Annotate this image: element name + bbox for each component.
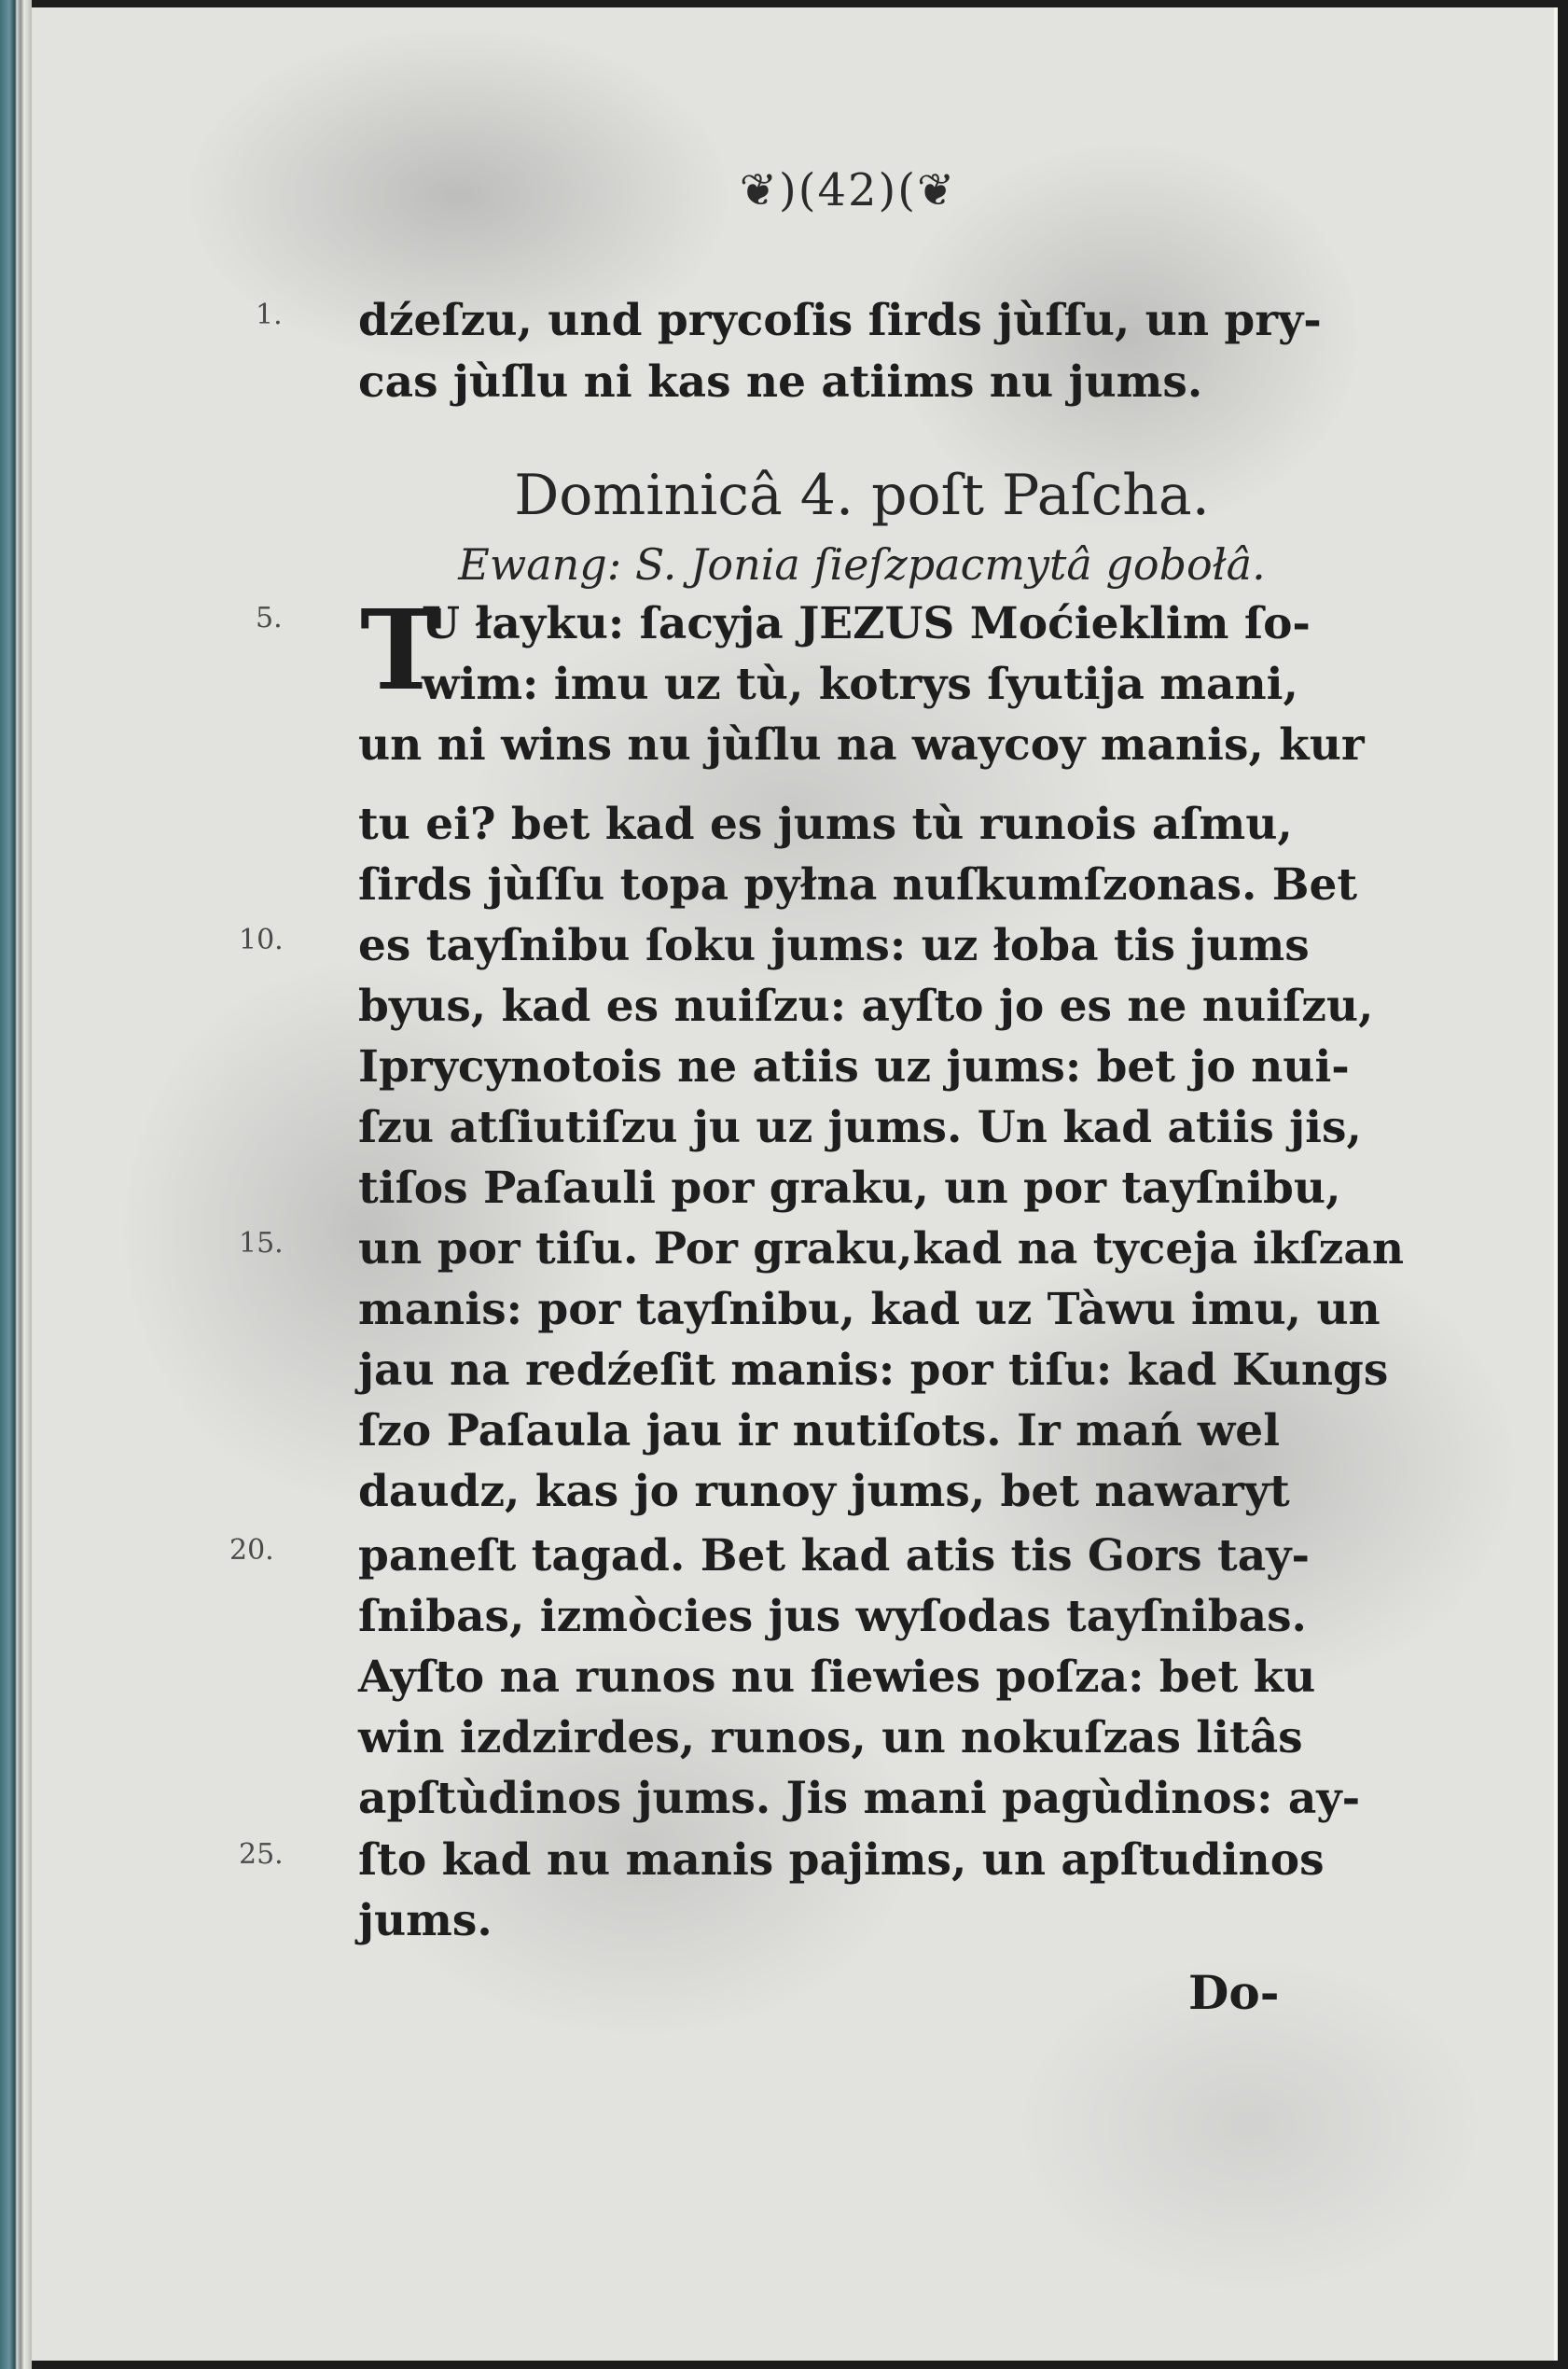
text-line: un ni wins nu jùſlu na waycoy manis, kur [358,719,1365,771]
text-line: manis: por tayſnibu, kad uz Tàwu imu, un [358,1284,1381,1335]
line-number: 10. [239,924,284,956]
section-subheading: Ewang: S. Jonia ſieſzpacmytâ gobołâ. [458,539,1266,590]
text-line: tu ei? bet kad es jums tù runois aſmu, [358,799,1293,850]
text-line: ſnibas, izmòcies jus wyſodas tayſnibas. [358,1591,1307,1642]
line-number: 20. [229,1534,274,1567]
text-line: byus, kad es nuiſzu: ayſto jo es ne nuiſzu, [358,981,1374,1032]
drop-cap: T [360,585,442,715]
text-line: un por tiſu. Por graku,kad na tyceja ikſzan [358,1223,1405,1275]
text-line: paneſt tagad. Bet kad atis tis Gors tay- [358,1530,1310,1582]
book-page [32,7,1558,2361]
line-number: 25. [239,1838,284,1871]
text-line: ſzo Paſaula jau ir nutiſots. Ir mań wel [358,1405,1281,1456]
text-line: Iprycynotois ne atiis uz jums: bet jo nui- [358,1041,1350,1093]
text-line: tiſos Paſauli por graku, un por tayſnibu, [358,1163,1341,1214]
text-line: cas jùſlu ni kas ne atiims nu jums. [358,356,1203,408]
text-line: U łayku: ſacyja JEZUS Moćieklim ſo- [422,598,1311,649]
text-line: apſtùdinos jums. Jis mani pagùdinos: ay- [358,1773,1361,1824]
line-number: 1. [256,299,283,331]
text-line: win izdzirdes, runos, un nokuſzas litâs [358,1712,1303,1763]
text-line: ſirds jùſſu topa pyłna nuſkumſzonas. Bet [358,859,1358,911]
text-line: es tayſnibu ſoku jums: uz łoba tis jums [358,920,1310,971]
text-line: daudz, kas jo runoy jums, bet nawaryt [358,1466,1290,1517]
text-line: jau na redźeſit manis: por tiſu: kad Kungs [358,1345,1389,1396]
line-number: 5. [256,602,283,634]
book-spine-edge [0,0,32,2369]
text-line: Ayſto na runos nu ſiewies poſza: bet ku [358,1651,1316,1703]
catchword: Do- [1188,1965,1280,2020]
text-line: dźeſzu, und prycoſis ſirds jùſſu, un pry- [358,295,1322,346]
line-number: 15. [239,1227,284,1260]
text-line: ſzu atſiutiſzu ju uz jums. Un kad atiis jis, [358,1102,1362,1153]
text-line: wim: imu uz tù, kotrys ſyutija mani, [422,659,1298,710]
text-line: jums. [358,1895,493,1946]
section-heading: Dominicâ 4. poſt Paſcha. [514,463,1210,528]
text-line: ſto kad nu manis pajims, un apſtudinos [358,1834,1325,1886]
running-head: ❦)(42)(❦ [739,164,957,216]
